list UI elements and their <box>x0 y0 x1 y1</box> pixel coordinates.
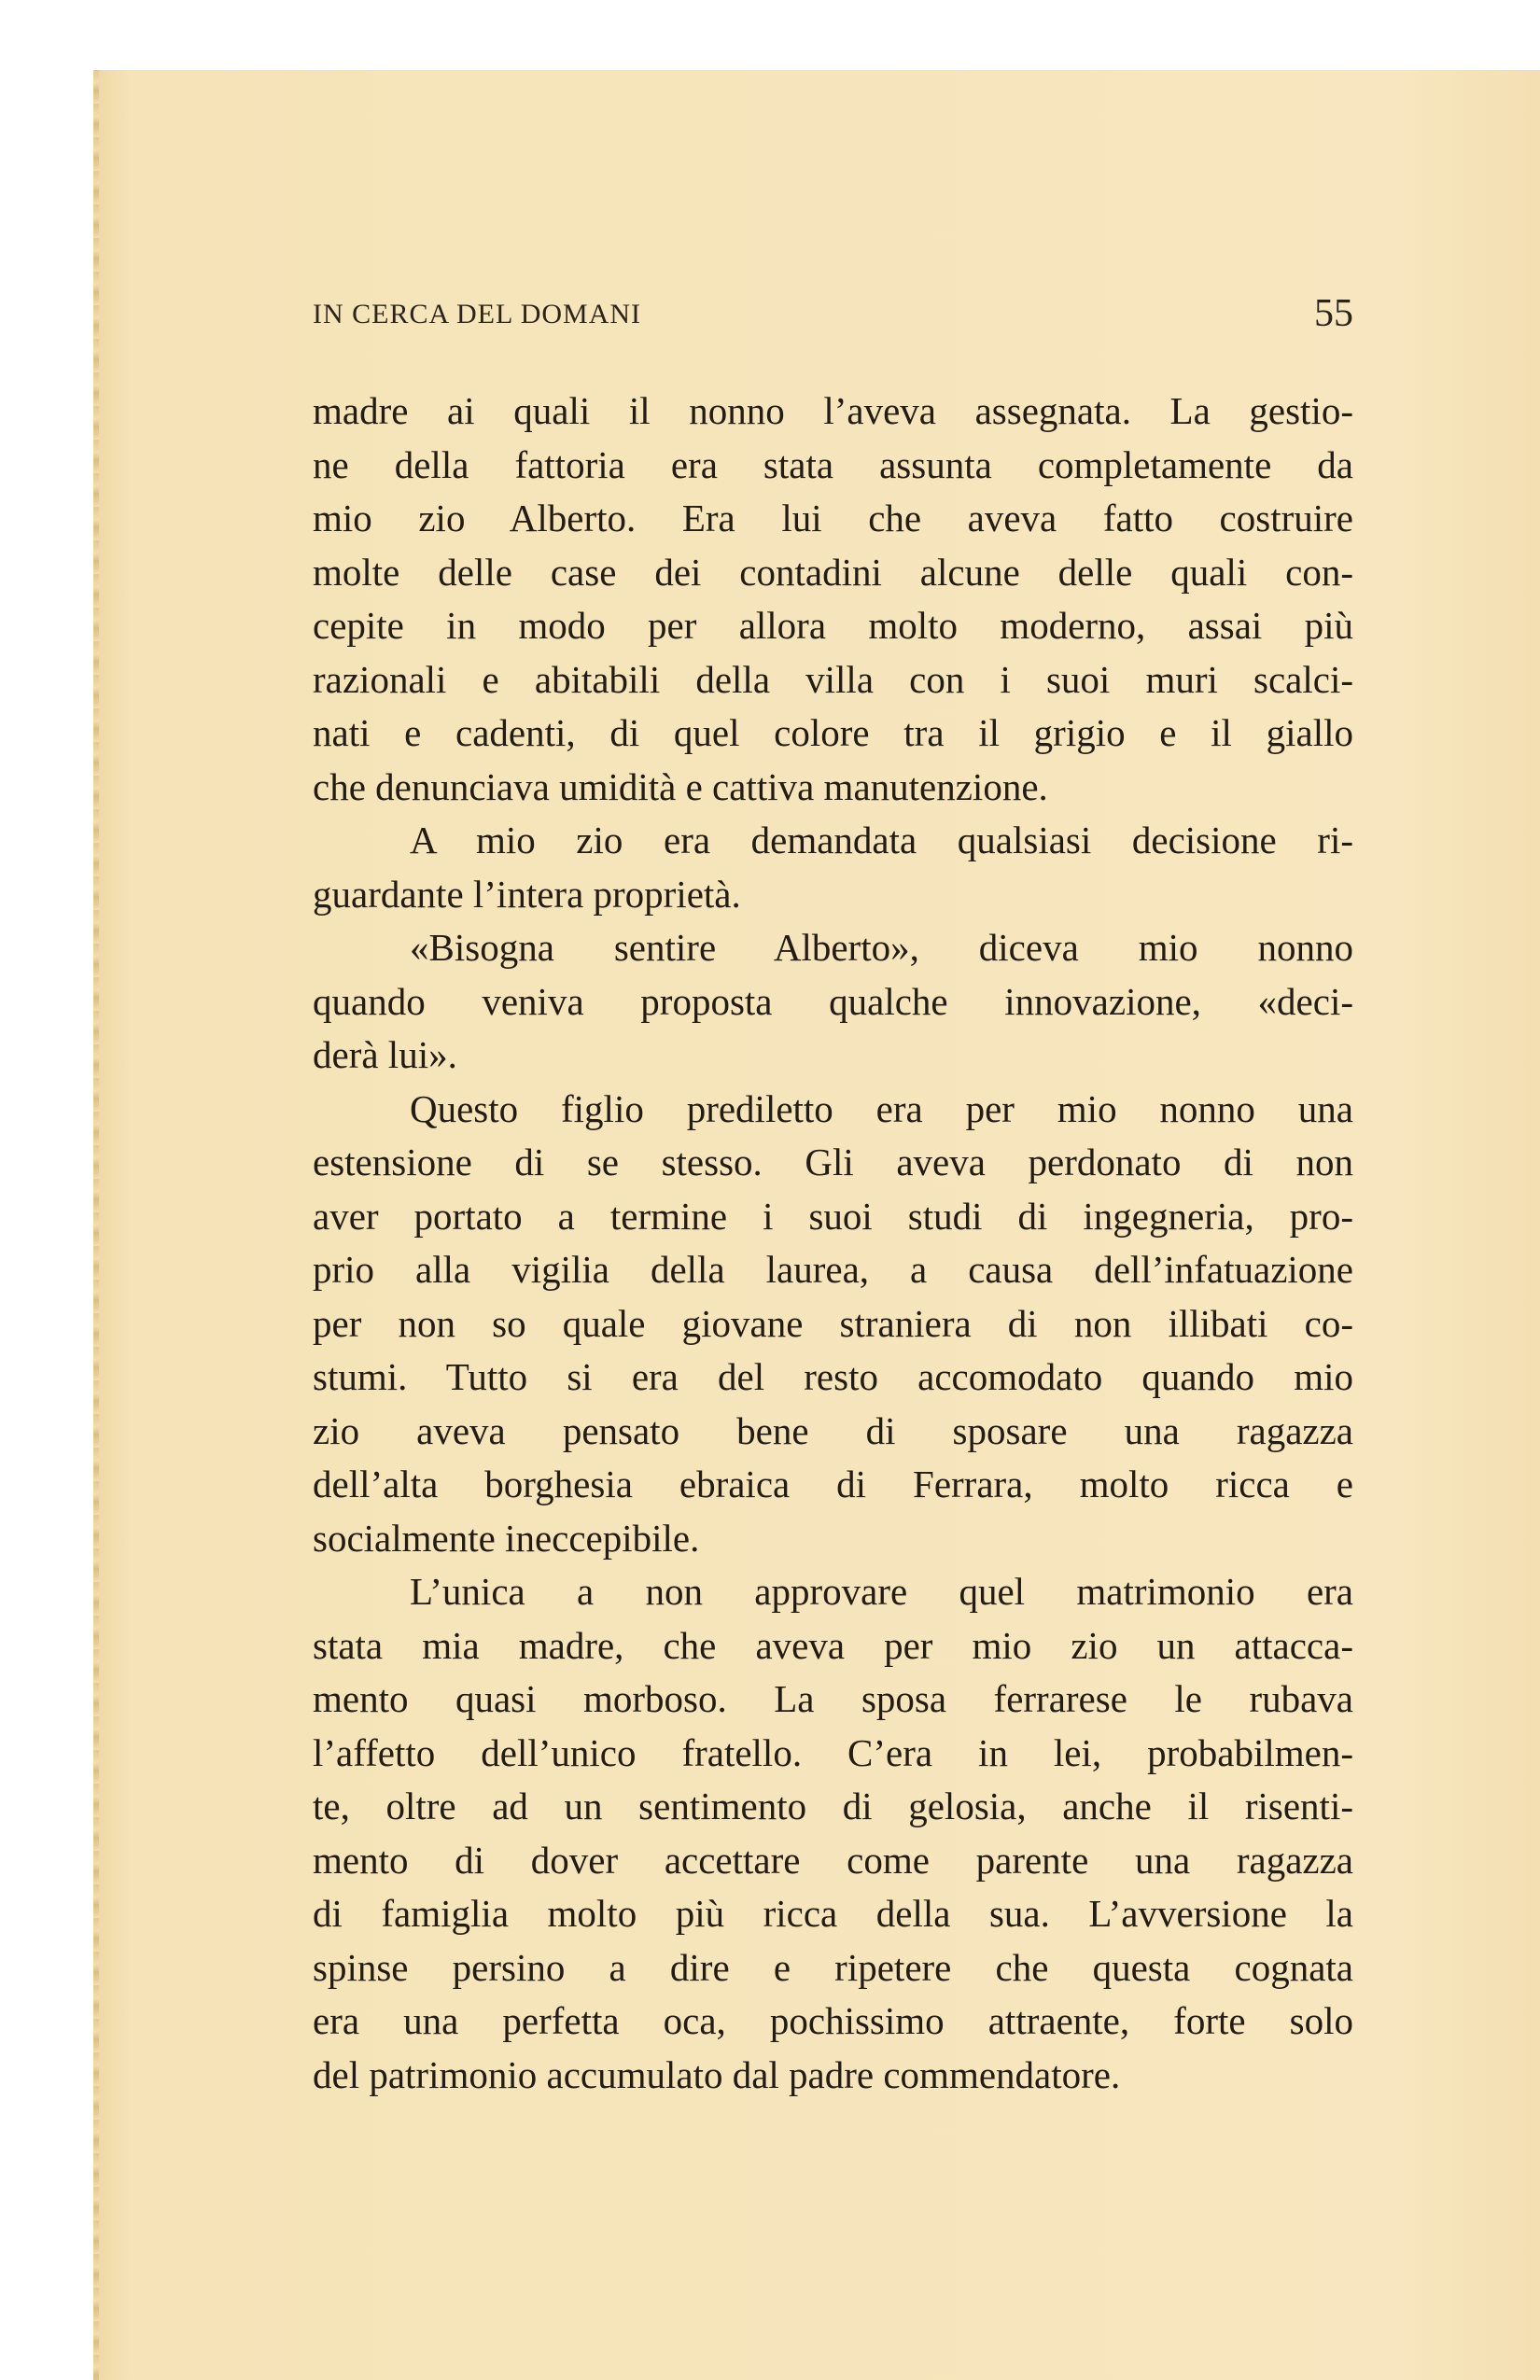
text-line: derà lui». <box>313 1033 457 1076</box>
text-line: L’unica a non approvare quel matrimonio era <box>410 1570 1353 1613</box>
text-line: l’affetto dell’unico fratello. C’era in lei, probabilmen- <box>313 1730 1353 1774</box>
text-line: prio alla vigilia della laurea, a causa dell’infatuazione <box>313 1248 1353 1291</box>
text-line: socialmente ineccepibile. <box>313 1516 700 1560</box>
text-line: zio aveva pensato bene di sposare una ragazza <box>313 1408 1353 1452</box>
text-line: guardante l’intera proprietà. <box>313 872 741 916</box>
page-number: 55 <box>1314 292 1353 335</box>
text-line: per non so quale giovane straniera di non illibati co- <box>313 1301 1353 1345</box>
text-line: mento quasi morboso. La sposa ferrarese le rubava <box>313 1677 1353 1720</box>
text-line: di famiglia molto più ricca della sua. L’avversione la <box>313 1892 1353 1935</box>
body-text <box>313 385 1353 2102</box>
text-line: era una perfetta oca, pochissimo attraente, forte solo <box>313 1999 1353 2042</box>
text-line: del patrimonio accumulato dal padre commendatore. <box>313 2052 1121 2096</box>
text-line: madre ai quali il nonno l’aveva assegnata. La gestio- <box>313 389 1353 432</box>
page-deckle-edge <box>93 70 99 2380</box>
text-line: molte delle case dei contadini alcune delle quali con- <box>313 550 1353 594</box>
text-line: razionali e abitabili della villa con i suoi muri scalci- <box>313 657 1353 701</box>
text-line: dell’alta borghesia ebraica di Ferrara, molto ricca e <box>313 1463 1353 1505</box>
text-line: nati e cadenti, di quel colore tra il grigio e il giallo <box>313 711 1353 754</box>
running-title: IN CERCA DEL DOMANI <box>313 299 642 329</box>
text-line: stumi. Tutto si era del resto accomodato quando mio <box>313 1355 1353 1398</box>
text-line: spinse persino a dire e ripetere che questa cognata <box>313 1945 1353 1989</box>
text-line: estensione di se stesso. Gli aveva perdonato di non <box>313 1141 1353 1183</box>
text-line: Questo figlio prediletto era per mio nonno una <box>410 1086 1353 1130</box>
text-line: A mio zio era demandata qualsiasi decisione ri- <box>410 819 1353 861</box>
running-header <box>313 292 1353 335</box>
text-line: che denunciava umidità e cattiva manutenzione. <box>313 764 1048 808</box>
text-line: te, oltre ad un sentimento di gelosia, anche il risenti- <box>313 1785 1353 1827</box>
text-line: stata mia madre, che aveva per mio zio un attacca- <box>313 1623 1353 1667</box>
text-line: «Bisogna sentire Alberto», diceva mio nonno <box>410 926 1353 969</box>
text-line: cepite in modo per allora molto moderno, assai più <box>313 604 1353 647</box>
text-line: mio zio Alberto. Era lui che aveva fatto costruire <box>313 497 1353 539</box>
text-line: mento di dover accettare come parente una ragazza <box>313 1838 1353 1882</box>
text-line: aver portato a termine i suoi studi di ingegneria, pro- <box>313 1194 1353 1238</box>
text-line: ne della fattoria era stata assunta completamente da <box>313 442 1353 486</box>
text-line: quando veniva proposta qualche innovazione, «deci- <box>313 979 1353 1023</box>
